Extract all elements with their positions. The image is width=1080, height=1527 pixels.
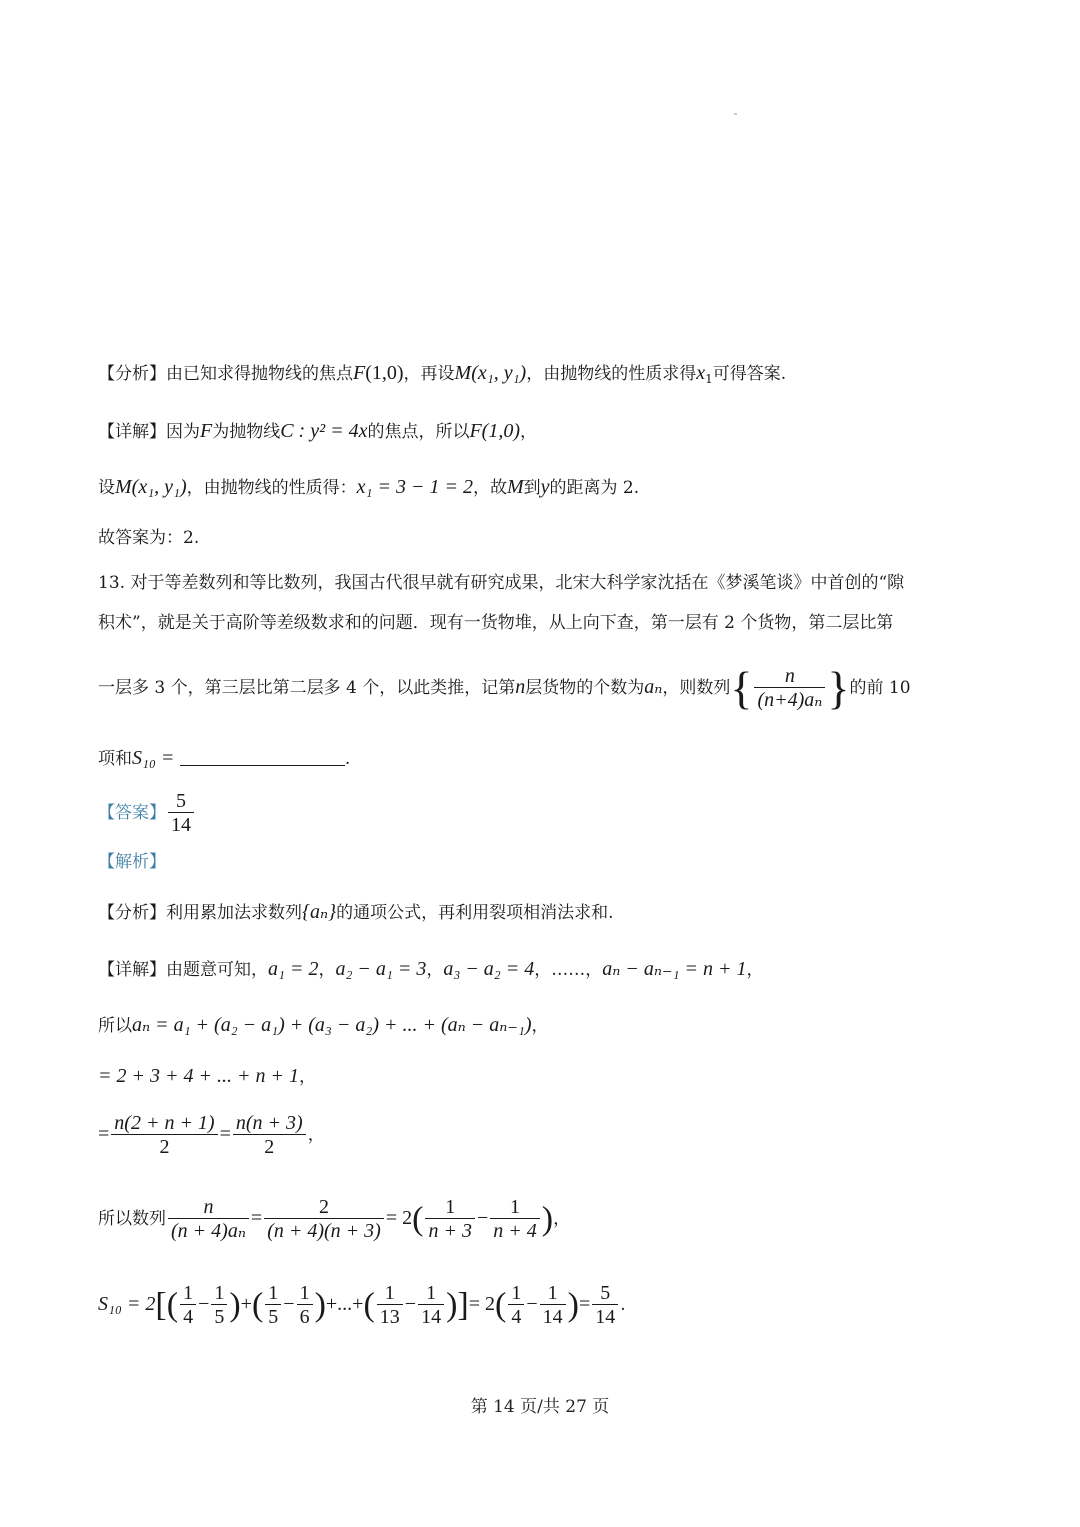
analysis-line: 【分析】利用累加法求数列{aₙ}的通项公式，再利用裂项相消法求和. xyxy=(98,901,614,923)
question-13-line-4: 项和S₁₀ = . xyxy=(98,747,351,769)
detail-label: 【详解】 xyxy=(98,422,166,442)
detail-line-4: = $\frac{n(2 + n + 1)}{2}$ = $\frac{n(n + 3)}{2}$ ， xyxy=(98,1112,325,1158)
question-13-line-2: 积术”，就是关于高阶等差级数求和的问题．现有一货物堆，从上向下查，第一层有 2 个货物，第二层比第 xyxy=(98,613,894,633)
detail-label: 【详解】 xyxy=(98,960,166,980)
analysis-label: 【分析】 xyxy=(98,364,166,384)
answer-fraction: $\frac{5}{14}$ xyxy=(168,790,194,837)
analysis-heading: 【解析】 xyxy=(98,852,166,872)
page-footer: 第 14 页/共 27 页 xyxy=(470,1397,610,1417)
question-13-line-1: 13. 对于等差数列和等比数列，我国古代很早就有研究成果，北宋大科学家沈括在《梦溪笔谈》中首创的“隙 xyxy=(98,573,905,593)
detail-line-3: = 2 + 3 + 4 + ... + n + 1， xyxy=(98,1065,316,1087)
answer-blank xyxy=(180,747,345,766)
sequence-fraction: $\frac{n}{\text{(n+4)aₙ}}$ xyxy=(754,665,825,712)
prev-detail-line-2: 设M(x₁, y₁)，由抛物线的性质得：x₁ = 3 − 1 = 2，故M到y的距离为 2. xyxy=(98,476,640,498)
answer-line xyxy=(98,790,196,837)
answer-label: 【答案】 xyxy=(98,803,166,823)
prev-answer-line: 故答案为：2. xyxy=(98,528,200,548)
prev-analysis-line: 【分析】由已知求得抛物线的焦点F(1,0)，再设M(x₁, y₁)，由抛物线的性质求得$x_1$可得答案. xyxy=(98,362,787,386)
question-number: 13. xyxy=(98,573,126,593)
detail-line-5: 所以数列 $\frac{n}{\text{(n + 4)aₙ}}$ = $\frac{2}{(n + 4)(n + 3)}$ = 2( $\frac{1}{n + 3}$ − $\frac{1}{n + 4}$ )， xyxy=(98,1196,571,1242)
detail-line-2: 所以aₙ = a₁ + (a₂ − a₁) + (a₃ − a₂) + ... + (aₙ − aₙ₋₁)， xyxy=(98,1014,549,1036)
detail-line-1: 【详解】由题意可知，a₁ = 2，a₂ − a₁ = 3，a₃ − a₂ = 4，……，aₙ − aₙ₋₁ = n + 1， xyxy=(98,958,764,980)
scan-artifact xyxy=(734,113,737,115)
detail-line-6: S₁₀ = 2[( $\frac{1}{4}$ − $\frac{1}{5}$ )+( $\frac{1}{5}$ − $\frac{1}{6}$ )+...+( $\frac{1}{13}$ − $\frac{1}{14}$ )]= 2( $\frac{1}{4}$ − $\frac{1}{14}$ )= $\frac{5}{14}$ . xyxy=(98,1282,626,1328)
analysis-label: 【分析】 xyxy=(98,903,166,923)
prev-detail-line: 【详解】因为F为抛物线C : y² = 4x的焦点，所以F(1,0)， xyxy=(98,420,538,442)
question-13-line-3: 一层多 3 个，第三层比第二层多 4 个，以此类推，记第n层货物的个数为aₙ，则数列{ $\frac{n}{\text{(n+4)aₙ}}$ }的前 10 xyxy=(98,662,911,714)
